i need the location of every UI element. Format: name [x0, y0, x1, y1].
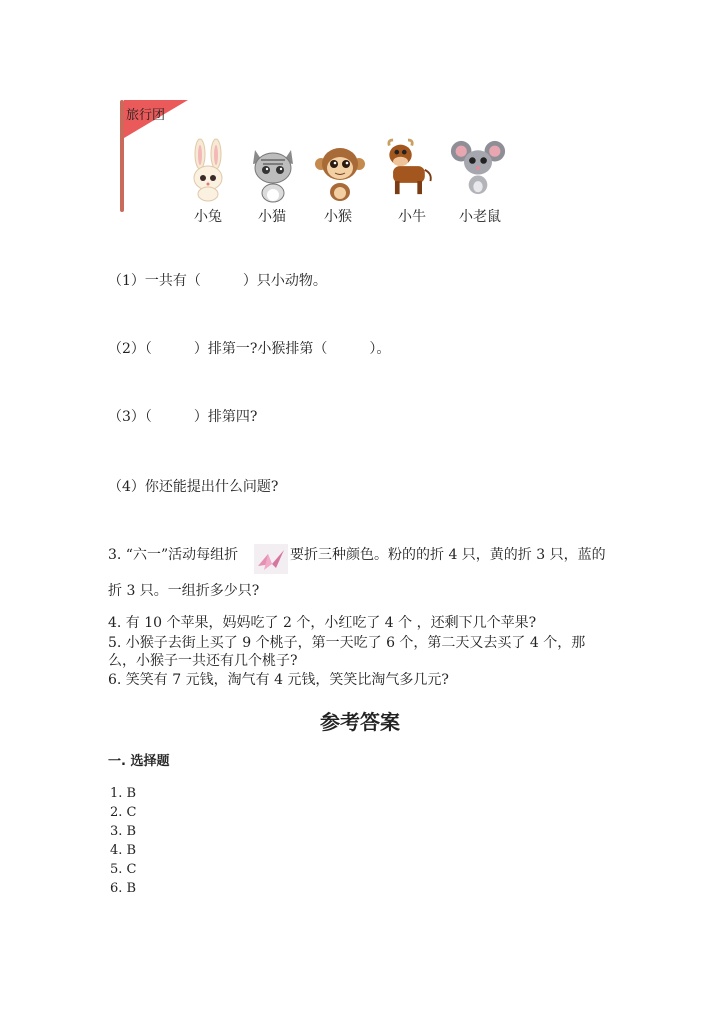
sub-question-2: （2）（ ）排第一?小猴排第（ ）。	[108, 341, 391, 357]
animal-label: 小牛	[398, 209, 426, 225]
problem-3-text-a: 3. “六一”活动每组折	[108, 547, 239, 563]
problem-4: 4. 有 10 个苹果，妈妈吃了 2 个，小红吃了 4 个 ，还剩下几个苹果?	[108, 615, 537, 631]
problem-5-line-1: 5. 小猴子去街上买了 9 个桃子，第一天吃了 6 个，第二天又去买了 4 个，那	[108, 635, 586, 651]
animal-label: 小猫	[258, 209, 286, 225]
answer-item: 1. B	[110, 786, 137, 801]
sub-question-3: （3）（ ）排第四?	[108, 409, 258, 425]
answer-item: 2. C	[110, 805, 137, 820]
answer-item: 6. B	[110, 881, 137, 896]
answer-item: 5. C	[110, 862, 137, 877]
answer-item: 4. B	[110, 843, 137, 858]
rabbit-icon	[180, 138, 236, 202]
monkey-icon	[312, 140, 368, 204]
problem-5-line-2: 么，小猴子一共还有几个桃子?	[108, 653, 298, 669]
answer-key-title: 参考答案	[320, 710, 400, 734]
sub-question-1: （1）一共有（ ）只小动物。	[108, 273, 327, 289]
cat-icon	[245, 140, 301, 204]
answer-item: 3. B	[110, 824, 137, 839]
animal-label: 小兔	[194, 209, 222, 225]
animal-label: 小猴	[324, 209, 352, 225]
problem-3-text-b: 要折三种颜色。粉的的折 4 只，黄的折 3 只，蓝的	[290, 547, 606, 563]
flag-label: 旅行团	[126, 108, 166, 123]
mouse-icon	[450, 136, 506, 200]
cow-icon	[380, 136, 436, 200]
problem-6: 6. 笑笑有 7 元钱，淘气有 4 元钱，笑笑比淘气多几元?	[108, 672, 449, 688]
paper-crane-icon	[254, 544, 288, 574]
sub-question-4: （4）你还能提出什么问题?	[108, 479, 279, 495]
problem-3-text-c: 折 3 只。一组折多少只?	[108, 583, 260, 599]
section-heading: 一. 选择题	[108, 754, 170, 769]
animal-label: 小老鼠	[459, 209, 501, 225]
